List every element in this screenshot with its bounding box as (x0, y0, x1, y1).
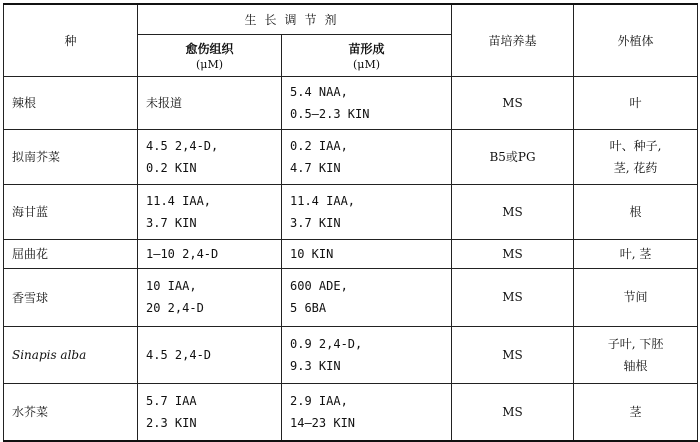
shoot-line: 11.4 IAA, (290, 193, 356, 208)
explant-line: 茎, 花药 (613, 160, 658, 175)
explant-cell (574, 383, 698, 441)
shoot-cell (282, 326, 452, 383)
table-row (4, 239, 698, 268)
callus-line: 3.7 KIN (146, 215, 197, 230)
explant-cell (574, 129, 698, 184)
callus-line: 11.4 IAA, (146, 193, 212, 208)
species-cell: 屈曲花 (4, 239, 138, 268)
table-row (4, 326, 698, 383)
callus-cell (138, 76, 282, 129)
shoot-cell (282, 383, 452, 441)
shoot-line: 10 KIN (290, 246, 334, 261)
explant-line: 轴根 (623, 358, 648, 373)
callus-header-label: 愈伤组织 (185, 41, 234, 56)
shoot-line: 4.7 KIN (290, 160, 341, 175)
shoot-cell (282, 129, 452, 184)
shoot-header (282, 34, 452, 76)
explant-cell (574, 76, 698, 129)
shoot-header-label: 苗形成 (348, 41, 385, 56)
table-row (4, 184, 698, 239)
medium-cell: MS (452, 326, 574, 383)
explant-cell (574, 184, 698, 239)
callus-line: 2.3 KIN (146, 415, 197, 430)
shoot-cell (282, 239, 452, 268)
shoot-line: 0.5—2.3 KIN (290, 106, 370, 121)
species-cell: 海甘蓝 (4, 184, 138, 239)
explant-header: 外植体 (574, 4, 698, 76)
species-cell: 水芥菜 (4, 383, 138, 441)
callus-line: 10 IAA, (146, 279, 197, 293)
callus-cell (138, 129, 282, 184)
shoot-line: 0.9 2,4-D, (290, 336, 363, 351)
medium-cell: MS (452, 184, 574, 239)
shoot-cell (282, 184, 452, 239)
species-cell: 拟南芥菜 (4, 129, 138, 184)
regulator-table (3, 3, 698, 442)
explant-line: 子叶, 下胚 (607, 336, 664, 351)
shoot-cell (282, 268, 452, 326)
shoot-header-unit: (μM) (353, 57, 380, 71)
species-cell: 香雪球 (4, 268, 138, 326)
medium-cell: MS (452, 268, 574, 326)
callus-line: 4.5 2,4-D, (146, 138, 219, 153)
callus-header (138, 34, 282, 76)
explant-line: 叶, 茎 (619, 246, 652, 261)
explant-line: 节间 (623, 290, 648, 304)
medium-cell: MS (452, 239, 574, 268)
callus-line: 4.5 2,4-D (146, 347, 212, 362)
species-header: 种 (4, 4, 138, 76)
table-row (4, 129, 698, 184)
callus-line: 20 2,4-D (146, 301, 204, 315)
explant-line: 叶、种子, (609, 138, 662, 153)
shoot-line: 600 ADE, (290, 279, 348, 293)
callus-cell (138, 268, 282, 326)
shoot-line: 3.7 KIN (290, 215, 341, 230)
explant-cell (574, 239, 698, 268)
growth-regulator-header: 生长调节剂 (138, 4, 452, 34)
table-row (4, 76, 698, 129)
callus-cell (138, 184, 282, 239)
callus-line: 0.2 KIN (146, 160, 197, 175)
species-cell: Sinapis alba (4, 326, 138, 383)
medium-cell: MS (452, 383, 574, 441)
header-row-top (4, 4, 698, 34)
shoot-cell (282, 76, 452, 129)
medium-cell: B5或PG (452, 129, 574, 184)
explant-cell (574, 326, 698, 383)
shoot-line: 9.3 KIN (290, 358, 341, 373)
callus-line: 1—10 2,4-D (146, 246, 219, 261)
callus-line: 未报道 (146, 95, 183, 110)
explant-line: 茎 (629, 404, 642, 419)
medium-header: 苗培养基 (452, 4, 574, 76)
callus-header-unit: (μM) (196, 57, 223, 71)
species-cell: 辣根 (4, 76, 138, 129)
shoot-line: 5.4 NAA, (290, 84, 348, 99)
medium-cell: MS (452, 76, 574, 129)
shoot-line: 5 6BA (290, 301, 327, 315)
table-row (4, 268, 698, 326)
table-body (4, 76, 698, 441)
callus-cell (138, 383, 282, 441)
explant-line: 根 (629, 204, 642, 219)
callus-cell (138, 239, 282, 268)
table-row (4, 383, 698, 441)
callus-cell (138, 326, 282, 383)
shoot-line: 14—23 KIN (290, 415, 356, 430)
shoot-line: 2.9 IAA, (290, 393, 348, 408)
explant-cell (574, 268, 698, 326)
shoot-line: 0.2 IAA, (290, 138, 348, 153)
callus-line: 5.7 IAA (146, 393, 197, 408)
explant-line: 叶 (629, 95, 642, 110)
